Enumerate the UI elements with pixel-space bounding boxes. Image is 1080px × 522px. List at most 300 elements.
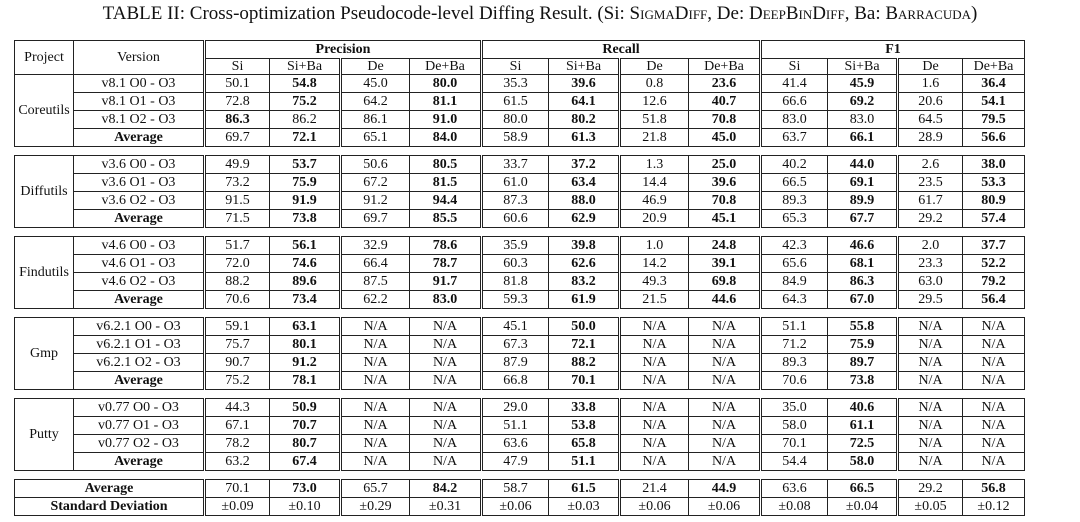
metric-cell: 35.0 — [761, 399, 828, 417]
metric-cell: 84.9 — [761, 273, 828, 291]
metric-cell: N/A — [963, 453, 1025, 471]
metric-cell: N/A — [689, 399, 761, 417]
metric-cell: 63.2 — [205, 453, 270, 471]
metric-cell: 83.0 — [761, 111, 828, 129]
metric-cell: 70.6 — [761, 372, 828, 390]
table-row — [15, 291, 1025, 309]
caption-deepbindiff: DeepBinDiff — [748, 3, 845, 24]
metric-cell: N/A — [341, 399, 410, 417]
metric-cell: 74.6 — [270, 255, 341, 273]
version-label: v6.2.1 O1 - O3 — [74, 336, 205, 354]
metric-cell: 67.4 — [270, 453, 341, 471]
metric-cell: 39.6 — [549, 75, 620, 93]
metric-cell: 2.6 — [898, 156, 963, 174]
metric-cell: 66.8 — [482, 372, 549, 390]
metric-cell: 63.7 — [761, 129, 828, 147]
average-label: Average — [74, 210, 205, 228]
header-method: Si — [482, 59, 549, 75]
metric-cell: N/A — [341, 318, 410, 336]
metric-cell: 65.3 — [761, 210, 828, 228]
metric-cell: 0.8 — [620, 75, 689, 93]
metric-cell: N/A — [898, 318, 963, 336]
metric-cell: 67.0 — [828, 291, 898, 309]
metric-cell: N/A — [963, 435, 1025, 453]
metric-cell: 58.0 — [828, 453, 898, 471]
metric-cell: 57.4 — [963, 210, 1025, 228]
metric-cell: 71.2 — [761, 336, 828, 354]
caption-barracuda: Barracuda — [885, 3, 971, 24]
metric-cell: 67.2 — [341, 174, 410, 192]
metric-cell: 61.5 — [482, 93, 549, 111]
version-label: v3.6 O1 - O3 — [74, 174, 205, 192]
table-row — [15, 156, 1025, 174]
metric-cell: 67.7 — [828, 210, 898, 228]
metric-cell: 54.4 — [761, 453, 828, 471]
metric-cell: 14.2 — [620, 255, 689, 273]
metric-cell: N/A — [341, 336, 410, 354]
metric-cell: 61.3 — [549, 129, 620, 147]
metric-cell: 89.7 — [828, 354, 898, 372]
table-row — [15, 435, 1025, 453]
metric-cell: 78.2 — [205, 435, 270, 453]
metric-cell: 44.6 — [689, 291, 761, 309]
metric-cell: N/A — [689, 435, 761, 453]
metric-cell: 67.1 — [205, 417, 270, 435]
header-method: Si+Ba — [828, 59, 898, 75]
metric-cell: ±0.04 — [828, 498, 898, 516]
metric-cell: 20.9 — [620, 210, 689, 228]
version-label: v8.1 O0 - O3 — [74, 75, 205, 93]
metric-cell: 63.0 — [898, 273, 963, 291]
metric-cell: 87.9 — [482, 354, 549, 372]
metric-cell: ±0.03 — [549, 498, 620, 516]
version-label: v8.1 O2 - O3 — [74, 111, 205, 129]
metric-cell: 46.9 — [620, 192, 689, 210]
header-group-recall: Recall — [482, 41, 761, 59]
metric-cell: 73.8 — [828, 372, 898, 390]
metric-cell: 88.2 — [205, 273, 270, 291]
metric-cell: 53.3 — [963, 174, 1025, 192]
metric-cell: 24.8 — [689, 237, 761, 255]
metric-cell: 70.8 — [689, 111, 761, 129]
metric-cell: N/A — [341, 435, 410, 453]
metric-cell: N/A — [410, 372, 482, 390]
metric-cell: N/A — [341, 417, 410, 435]
version-label: v0.77 O2 - O3 — [74, 435, 205, 453]
project-name: Findutils — [15, 237, 74, 309]
metric-cell: 59.3 — [482, 291, 549, 309]
metric-cell: 41.4 — [761, 75, 828, 93]
metric-cell: 73.2 — [205, 174, 270, 192]
metric-cell: 61.7 — [898, 192, 963, 210]
table-row — [15, 192, 1025, 210]
metric-cell: 69.1 — [828, 174, 898, 192]
metric-cell: 78.7 — [410, 255, 482, 273]
metric-cell: 85.5 — [410, 210, 482, 228]
metric-cell: 45.0 — [341, 75, 410, 93]
metric-cell: 87.5 — [341, 273, 410, 291]
average-label: Average — [74, 291, 205, 309]
metric-cell: 69.7 — [205, 129, 270, 147]
table-row — [15, 273, 1025, 291]
section-gap — [15, 309, 1025, 318]
header-group-f1: F1 — [761, 41, 1025, 59]
metric-cell: 29.2 — [898, 480, 963, 498]
metric-cell: N/A — [963, 399, 1025, 417]
metric-cell: 83.0 — [828, 111, 898, 129]
overall-average-row — [15, 480, 1025, 498]
metric-cell: 20.6 — [898, 93, 963, 111]
table-row — [15, 111, 1025, 129]
metric-cell: 35.3 — [482, 75, 549, 93]
metric-cell: 63.1 — [270, 318, 341, 336]
metric-cell: 84.0 — [410, 129, 482, 147]
metric-cell: 73.8 — [270, 210, 341, 228]
metric-cell: 50.6 — [341, 156, 410, 174]
metric-cell: 81.8 — [482, 273, 549, 291]
metric-cell: 21.8 — [620, 129, 689, 147]
metric-cell: N/A — [689, 336, 761, 354]
metric-cell: 56.6 — [963, 129, 1025, 147]
metric-cell: 40.7 — [689, 93, 761, 111]
metric-cell: N/A — [410, 354, 482, 372]
metric-cell: 86.2 — [270, 111, 341, 129]
metric-cell: 80.0 — [482, 111, 549, 129]
metric-cell: N/A — [898, 336, 963, 354]
metric-cell: N/A — [963, 336, 1025, 354]
metric-cell: N/A — [689, 453, 761, 471]
metric-cell: 56.8 — [963, 480, 1025, 498]
metric-cell: 80.5 — [410, 156, 482, 174]
version-label: v4.6 O0 - O3 — [74, 237, 205, 255]
metric-cell: 63.6 — [761, 480, 828, 498]
metric-cell: 60.3 — [482, 255, 549, 273]
metric-cell: 59.1 — [205, 318, 270, 336]
table-row — [15, 129, 1025, 147]
metric-cell: 49.9 — [205, 156, 270, 174]
metric-cell: N/A — [620, 399, 689, 417]
metric-cell: 72.0 — [205, 255, 270, 273]
metric-cell: 61.0 — [482, 174, 549, 192]
metric-cell: 66.4 — [341, 255, 410, 273]
metric-cell: 65.8 — [549, 435, 620, 453]
metric-cell: 50.0 — [549, 318, 620, 336]
metric-cell: 61.1 — [828, 417, 898, 435]
metric-cell: 91.7 — [410, 273, 482, 291]
metric-cell: ±0.29 — [341, 498, 410, 516]
table-row — [15, 210, 1025, 228]
metric-cell: 70.1 — [549, 372, 620, 390]
metric-cell: 45.0 — [689, 129, 761, 147]
metric-cell: N/A — [898, 453, 963, 471]
metric-cell: 91.2 — [341, 192, 410, 210]
metric-cell: 81.5 — [410, 174, 482, 192]
metric-cell: 56.4 — [963, 291, 1025, 309]
metric-cell: 73.4 — [270, 291, 341, 309]
metric-cell: 69.2 — [828, 93, 898, 111]
table-row — [15, 354, 1025, 372]
section-gap — [15, 147, 1025, 156]
project-name: Coreutils — [15, 75, 74, 147]
metric-cell: 70.8 — [689, 192, 761, 210]
metric-cell: 46.6 — [828, 237, 898, 255]
caption-prefix: TABLE II: Cross-optimization Pseudocode-level Diffing Result. (Si: — [102, 3, 630, 24]
metric-cell: 61.5 — [549, 480, 620, 498]
table-row — [15, 318, 1025, 336]
metric-cell: N/A — [898, 372, 963, 390]
metric-cell: 63.6 — [482, 435, 549, 453]
metric-cell: 63.4 — [549, 174, 620, 192]
metric-cell: 64.1 — [549, 93, 620, 111]
version-label: v4.6 O2 - O3 — [74, 273, 205, 291]
version-label: v0.77 O1 - O3 — [74, 417, 205, 435]
metric-cell: 86.3 — [828, 273, 898, 291]
metric-cell: 1.3 — [620, 156, 689, 174]
metric-cell: 62.2 — [341, 291, 410, 309]
metric-cell: 39.8 — [549, 237, 620, 255]
metric-cell: 29.0 — [482, 399, 549, 417]
table-row — [15, 93, 1025, 111]
version-label: v6.2.1 O0 - O3 — [74, 318, 205, 336]
metric-cell: 12.6 — [620, 93, 689, 111]
table-row — [15, 453, 1025, 471]
metric-cell: 83.0 — [410, 291, 482, 309]
metric-cell: 44.0 — [828, 156, 898, 174]
metric-cell: 94.4 — [410, 192, 482, 210]
header-method: Si+Ba — [270, 59, 341, 75]
metric-cell: N/A — [341, 372, 410, 390]
metric-cell: 62.9 — [549, 210, 620, 228]
version-label: v8.1 O1 - O3 — [74, 93, 205, 111]
metric-cell: 65.1 — [341, 129, 410, 147]
metric-cell: N/A — [620, 435, 689, 453]
average-label: Average — [74, 372, 205, 390]
metric-cell: 66.1 — [828, 129, 898, 147]
metric-cell: N/A — [620, 336, 689, 354]
section-gap — [15, 471, 1025, 480]
header-method: De — [341, 59, 410, 75]
average-label: Average — [74, 453, 205, 471]
header-version: Version — [74, 41, 205, 75]
metric-cell: 51.8 — [620, 111, 689, 129]
metric-cell: 35.9 — [482, 237, 549, 255]
metric-cell: N/A — [410, 336, 482, 354]
metric-cell: N/A — [689, 354, 761, 372]
metric-cell: 65.6 — [761, 255, 828, 273]
metric-cell: N/A — [410, 318, 482, 336]
metric-cell: 83.2 — [549, 273, 620, 291]
metric-cell: N/A — [689, 372, 761, 390]
metric-cell: 81.1 — [410, 93, 482, 111]
version-label: v0.77 O0 - O3 — [74, 399, 205, 417]
average-label: Average — [74, 129, 205, 147]
metric-cell: 45.1 — [689, 210, 761, 228]
metric-cell: 89.3 — [761, 354, 828, 372]
metric-cell: 29.5 — [898, 291, 963, 309]
metric-cell: 21.5 — [620, 291, 689, 309]
metric-cell: 65.7 — [341, 480, 410, 498]
metric-cell: N/A — [689, 417, 761, 435]
metric-cell: 90.7 — [205, 354, 270, 372]
metric-cell: 25.0 — [689, 156, 761, 174]
metric-cell: N/A — [620, 372, 689, 390]
table-row — [15, 417, 1025, 435]
results-table — [14, 40, 1025, 516]
table-row — [15, 237, 1025, 255]
metric-cell: 58.0 — [761, 417, 828, 435]
metric-cell: ±0.06 — [620, 498, 689, 516]
metric-cell: 70.1 — [205, 480, 270, 498]
metric-cell: 70.6 — [205, 291, 270, 309]
metric-cell: N/A — [963, 354, 1025, 372]
metric-cell: 50.1 — [205, 75, 270, 93]
metric-cell: ±0.08 — [761, 498, 828, 516]
summary-label: Average — [15, 480, 205, 498]
metric-cell: 51.7 — [205, 237, 270, 255]
metric-cell: 37.2 — [549, 156, 620, 174]
metric-cell: N/A — [410, 399, 482, 417]
caption-mid2: , Ba: — [844, 3, 886, 24]
metric-cell: 80.9 — [963, 192, 1025, 210]
metric-cell: 62.6 — [549, 255, 620, 273]
metric-cell: 88.2 — [549, 354, 620, 372]
table-caption — [0, 3, 1080, 25]
metric-cell: 40.2 — [761, 156, 828, 174]
metric-cell: 23.5 — [898, 174, 963, 192]
metric-cell: 86.1 — [341, 111, 410, 129]
version-label: v3.6 O0 - O3 — [74, 156, 205, 174]
metric-cell: 64.5 — [898, 111, 963, 129]
metric-cell: 33.8 — [549, 399, 620, 417]
metric-cell: 79.2 — [963, 273, 1025, 291]
metric-cell: 28.9 — [898, 129, 963, 147]
caption-mid1: , De: — [707, 3, 749, 24]
version-label: v6.2.1 O2 - O3 — [74, 354, 205, 372]
metric-cell: 73.0 — [270, 480, 341, 498]
project-name: Diffutils — [15, 156, 74, 228]
metric-cell: 75.7 — [205, 336, 270, 354]
table-row — [15, 336, 1025, 354]
metric-cell: 80.0 — [410, 75, 482, 93]
metric-cell: 70.1 — [761, 435, 828, 453]
metric-cell: 29.2 — [898, 210, 963, 228]
metric-cell: 53.8 — [549, 417, 620, 435]
metric-cell: N/A — [410, 453, 482, 471]
metric-cell: 32.9 — [341, 237, 410, 255]
caption-suffix: ) — [971, 3, 978, 24]
metric-cell: ±0.09 — [205, 498, 270, 516]
metric-cell: 64.2 — [341, 93, 410, 111]
metric-cell: N/A — [898, 435, 963, 453]
section-gap — [15, 228, 1025, 237]
metric-cell: 40.6 — [828, 399, 898, 417]
metric-cell: 69.7 — [341, 210, 410, 228]
metric-cell: 60.6 — [482, 210, 549, 228]
metric-cell: 88.0 — [549, 192, 620, 210]
metric-cell: 72.1 — [549, 336, 620, 354]
metric-cell: 47.9 — [482, 453, 549, 471]
metric-cell: 78.6 — [410, 237, 482, 255]
metric-cell: 54.8 — [270, 75, 341, 93]
metric-cell: 44.3 — [205, 399, 270, 417]
metric-cell: 1.6 — [898, 75, 963, 93]
table-row — [15, 372, 1025, 390]
metric-cell: ±0.12 — [963, 498, 1025, 516]
metric-cell: 89.9 — [828, 192, 898, 210]
metric-cell: N/A — [410, 435, 482, 453]
metric-cell: 72.5 — [828, 435, 898, 453]
header-method: Si — [761, 59, 828, 75]
metric-cell: ±0.06 — [482, 498, 549, 516]
metric-cell: 75.9 — [270, 174, 341, 192]
metric-cell: N/A — [898, 417, 963, 435]
metric-cell: ±0.06 — [689, 498, 761, 516]
metric-cell: N/A — [620, 354, 689, 372]
header-group-precision: Precision — [205, 41, 482, 59]
metric-cell: 91.5 — [205, 192, 270, 210]
metric-cell: 1.0 — [620, 237, 689, 255]
metric-cell: 64.3 — [761, 291, 828, 309]
header-method: Si — [205, 59, 270, 75]
metric-cell: 39.6 — [689, 174, 761, 192]
metric-cell: 86.3 — [205, 111, 270, 129]
metric-cell: 39.1 — [689, 255, 761, 273]
metric-cell: N/A — [963, 318, 1025, 336]
metric-cell: 36.4 — [963, 75, 1025, 93]
metric-cell: 52.2 — [963, 255, 1025, 273]
metric-cell: 89.6 — [270, 273, 341, 291]
metric-cell: 84.2 — [410, 480, 482, 498]
metric-cell: 91.9 — [270, 192, 341, 210]
metric-cell: 38.0 — [963, 156, 1025, 174]
metric-cell: 23.6 — [689, 75, 761, 93]
results-table-wrapper — [14, 40, 1025, 516]
metric-cell: 68.1 — [828, 255, 898, 273]
metric-cell: 56.1 — [270, 237, 341, 255]
metric-cell: 44.9 — [689, 480, 761, 498]
header-method: De — [898, 59, 963, 75]
table-row — [15, 399, 1025, 417]
metric-cell: 75.9 — [828, 336, 898, 354]
header-project: Project — [15, 41, 74, 75]
metric-cell: 67.3 — [482, 336, 549, 354]
project-name: Putty — [15, 399, 74, 471]
metric-cell: N/A — [620, 453, 689, 471]
metric-cell: 66.5 — [828, 480, 898, 498]
metric-cell: N/A — [341, 354, 410, 372]
header-method: De+Ba — [410, 59, 482, 75]
metric-cell: N/A — [341, 453, 410, 471]
metric-cell: N/A — [410, 417, 482, 435]
metric-cell: 23.3 — [898, 255, 963, 273]
metric-cell: N/A — [620, 417, 689, 435]
metric-cell: 66.6 — [761, 93, 828, 111]
metric-cell: 2.0 — [898, 237, 963, 255]
metric-cell: 71.5 — [205, 210, 270, 228]
metric-cell: 33.7 — [482, 156, 549, 174]
project-name: Gmp — [15, 318, 74, 390]
table-row — [15, 255, 1025, 273]
header-row-groups — [15, 41, 1025, 59]
metric-cell: 80.2 — [549, 111, 620, 129]
metric-cell: 80.1 — [270, 336, 341, 354]
metric-cell: 70.7 — [270, 417, 341, 435]
version-label: v4.6 O1 - O3 — [74, 255, 205, 273]
metric-cell: 45.9 — [828, 75, 898, 93]
metric-cell: 87.3 — [482, 192, 549, 210]
metric-cell: 51.1 — [761, 318, 828, 336]
metric-cell: 75.2 — [270, 93, 341, 111]
